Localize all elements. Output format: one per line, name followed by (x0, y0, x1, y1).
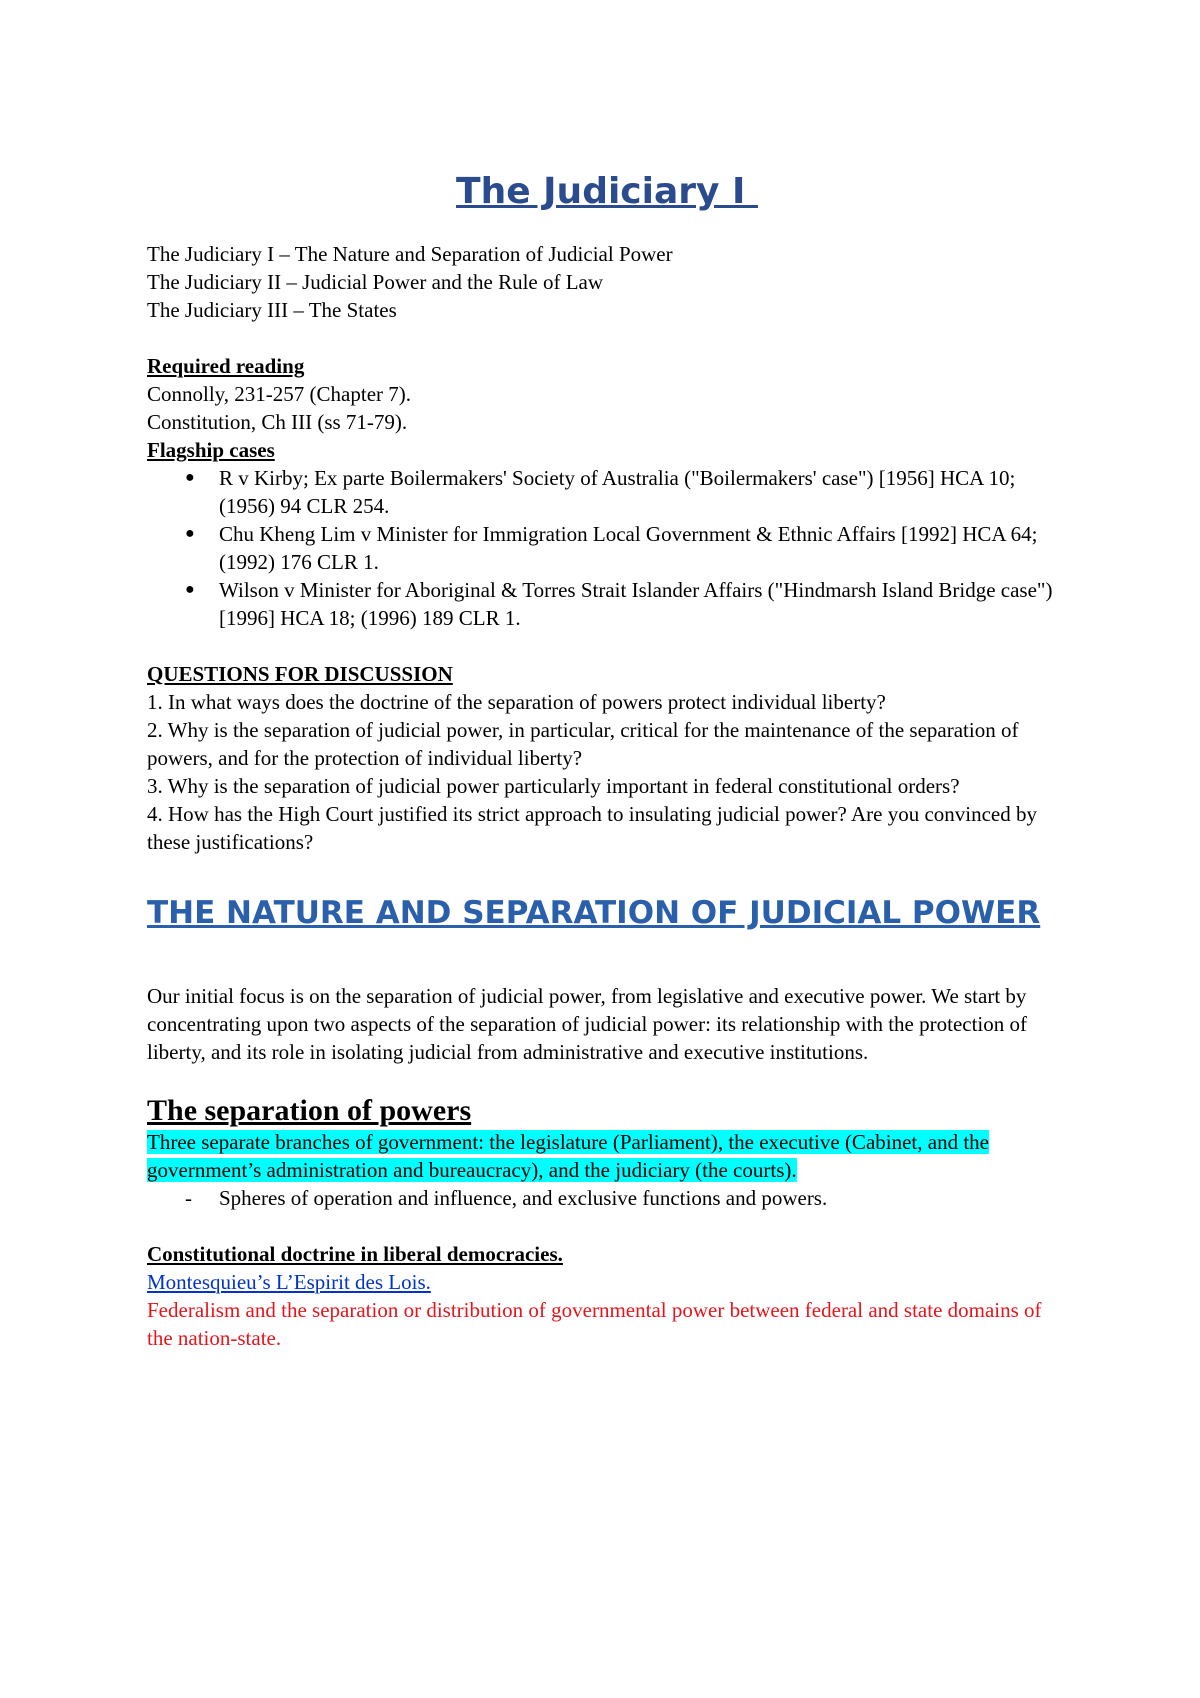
toc-item: The Judiciary II – Judicial Power and the Rule of Law (147, 270, 604, 294)
case-citation: R v Kirby; Ex parte Boilermakers' Society of Australia ("Boilermakers' case") [1956] HCA 10; (1956) 94 CLR 254. (219, 466, 1016, 518)
intro-paragraph: Our initial focus is on the separation of judicial power, from legislative and executive power. We start by concentrating upon two aspects of the separation of judicial power: its relationship with the protection of liberty, and its role in isolating judicial from administrative and executive institutions. (147, 984, 1028, 1064)
separation-of-powers-heading: The separation of powers (147, 1094, 472, 1127)
section-heading: THE NATURE AND SEPARATION OF JUDICIAL POWER (147, 895, 1041, 931)
montesquieu-text: Montesquieu’s L’Espirit des Lois. (147, 1270, 431, 1294)
list-item (147, 576, 1067, 632)
case-citation: Chu Kheng Lim v Minister for Immigration Local Government & Ethnic Affairs [1992] HCA 64; (1992) 176 CLR 1. (219, 522, 1038, 574)
toc-item: The Judiciary I – The Nature and Separation of Judicial Power (147, 242, 673, 266)
flagship-cases-heading: Flagship cases (147, 438, 275, 462)
bullet-icon: ● (185, 525, 195, 542)
bullet-icon: ● (185, 469, 195, 486)
document-page (147, 170, 1067, 1352)
toc-list (147, 240, 1067, 324)
case-citation: Wilson v Minister for Aboriginal & Torres Strait Islander Affairs ("Hindmarsh Island Bridge case") [1996] HCA 18; (1996) 189 CLR 1. (219, 578, 1053, 630)
reading-item: Connolly, 231-257 (Chapter 7). (147, 382, 412, 406)
question-item: 4. How has the High Court justified its strict approach to insulating judicial power? Are you convinced by these justifications? (147, 802, 1037, 854)
dash-marker: - (185, 1186, 192, 1210)
list-item (147, 1184, 1067, 1212)
doctrine-heading: Constitutional doctrine in liberal democracies. (147, 1242, 563, 1266)
question-item: 2. Why is the separation of judicial power, in particular, critical for the maintenance of the separation of powers, and for the protection of individual liberty? (147, 718, 1019, 770)
list-item (147, 520, 1067, 576)
required-reading-heading: Required reading (147, 354, 305, 378)
bullet-icon: ● (185, 581, 195, 598)
reading-item: Constitution, Ch III (ss 71-79). (147, 410, 408, 434)
list-item (147, 464, 1067, 520)
federalism-text: Federalism and the separation or distribution of governmental power between federal and state domains of the nation-state. (147, 1298, 1042, 1350)
flagship-cases-list (147, 464, 1067, 632)
question-item: 3. Why is the separation of judicial power particularly important in federal constitutional orders? (147, 774, 960, 798)
document-title: The Judiciary I (456, 171, 758, 212)
dash-item-text: Spheres of operation and influence, and exclusive functions and powers. (219, 1186, 828, 1210)
questions-heading: QUESTIONS FOR DISCUSSION (147, 662, 453, 686)
question-item: 1. In what ways does the doctrine of the separation of powers protect individual liberty? (147, 690, 886, 714)
highlighted-branches-text: Three separate branches of government: the legislature (Parliament), the executive (Cabinet, and the government’s administration and bureaucracy), and the judiciary (the courts). (147, 1130, 989, 1182)
toc-item: The Judiciary III – The States (147, 298, 397, 322)
